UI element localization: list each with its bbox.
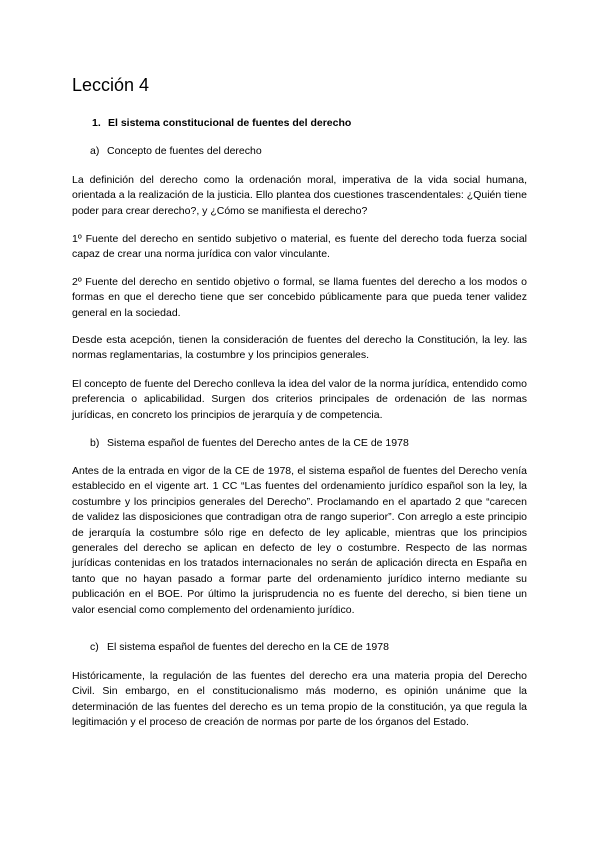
paragraph-concept: El concepto de fuente del Derecho conlleva la idea del valor de la norma jurídica, entendido como preferencia o aplicabilidad. Surgen dos criterios principales de ordenación de las normas jurídicas, en concreto los principios de jerarquía y de competencia.	[72, 378, 527, 421]
section-1-number: 1.	[92, 117, 101, 129]
subsection-c-title: El sistema español de fuentes del derecho en la CE de 1978	[107, 641, 389, 653]
paragraph-definition: La definición del derecho como la ordenación moral, imperativa de la vida social humana, orientada a la realización de la justicia. Ello plantea dos cuestiones trascendentales: ¿Quién tiene poder para crear derecho?, y ¿Cómo se manifiesta el derecho?	[72, 174, 527, 217]
paragraph-subjective-source: 1º Fuente del derecho en sentido subjetivo o material, es fuente del derecho toda fuerza social capaz de crear una norma jurídica con valor vinculante.	[72, 233, 527, 261]
paragraph-1978-system: Históricamente, la regulación de las fuentes del derecho era una materia propia del Derecho Civil. Sin embargo, en el constitucionalismo más moderno, es opinión unánime que la determinación de las fuentes del derecho es un tema propio de la constitución, ya que regula la legitimación y el proceso de creación de normas por parte de los órganos del Estado.	[72, 670, 527, 729]
section-1-heading	[92, 116, 351, 130]
subsection-b-heading	[90, 436, 409, 450]
subsection-a-letter: a)	[90, 145, 100, 157]
paragraph-objective-source: 2º Fuente del derecho en sentido objetivo o formal, se llama fuentes del derecho a los modos o formas en que el derecho tiene que ser concebido públicamente para que pueda tener validez general en la sociedad.	[72, 276, 527, 319]
paragraph-pre-1978-system: Antes de la entrada en vigor de la CE de 1978, el sistema español de fuentes del Derecho venía establecido en el vigente art. 1 CC “Las fuentes del ordenamiento jurídico español son la ley, la costumbre y los principios generales del Derecho”. Proclamando en el apartado 2 que “carecen de validez las disposiciones que contradigan otra de rango superior”. Con arreglo a este principio de jerarquía la costumbre sólo rige en defecto de ley aplicable, mientras que los principios generales del derecho se aplican en defecto de ley o costumbre. Respecto de las normas jurídicas contenidas en los tratados internacionales no serán de aplicación directa en España en tanto que no hayan pasado a formar parte del ordenamiento jurídico interno mediante su publicación en el BOE. Por último la jurisprudencia no es fuente del derecho, si bien tiene un valor esencial como complemento del ordenamiento jurídico.	[72, 465, 527, 616]
subsection-c-heading	[90, 640, 389, 654]
subsection-a-heading	[90, 144, 262, 158]
page-title: Lección 4	[72, 75, 150, 95]
subsection-b-letter: b)	[90, 437, 100, 449]
subsection-c-letter: c)	[90, 641, 99, 653]
subsection-b-title: Sistema español de fuentes del Derecho antes de la CE de 1978	[107, 437, 409, 449]
paragraph-acception: Desde esta acepción, tienen la consideración de fuentes del derecho la Constitución, la ley. las normas reglamentarias, la costumbre y los principios generales.	[72, 334, 527, 362]
section-1-title: El sistema constitucional de fuentes del derecho	[108, 117, 352, 129]
subsection-a-title: Concepto de fuentes del derecho	[107, 145, 262, 157]
